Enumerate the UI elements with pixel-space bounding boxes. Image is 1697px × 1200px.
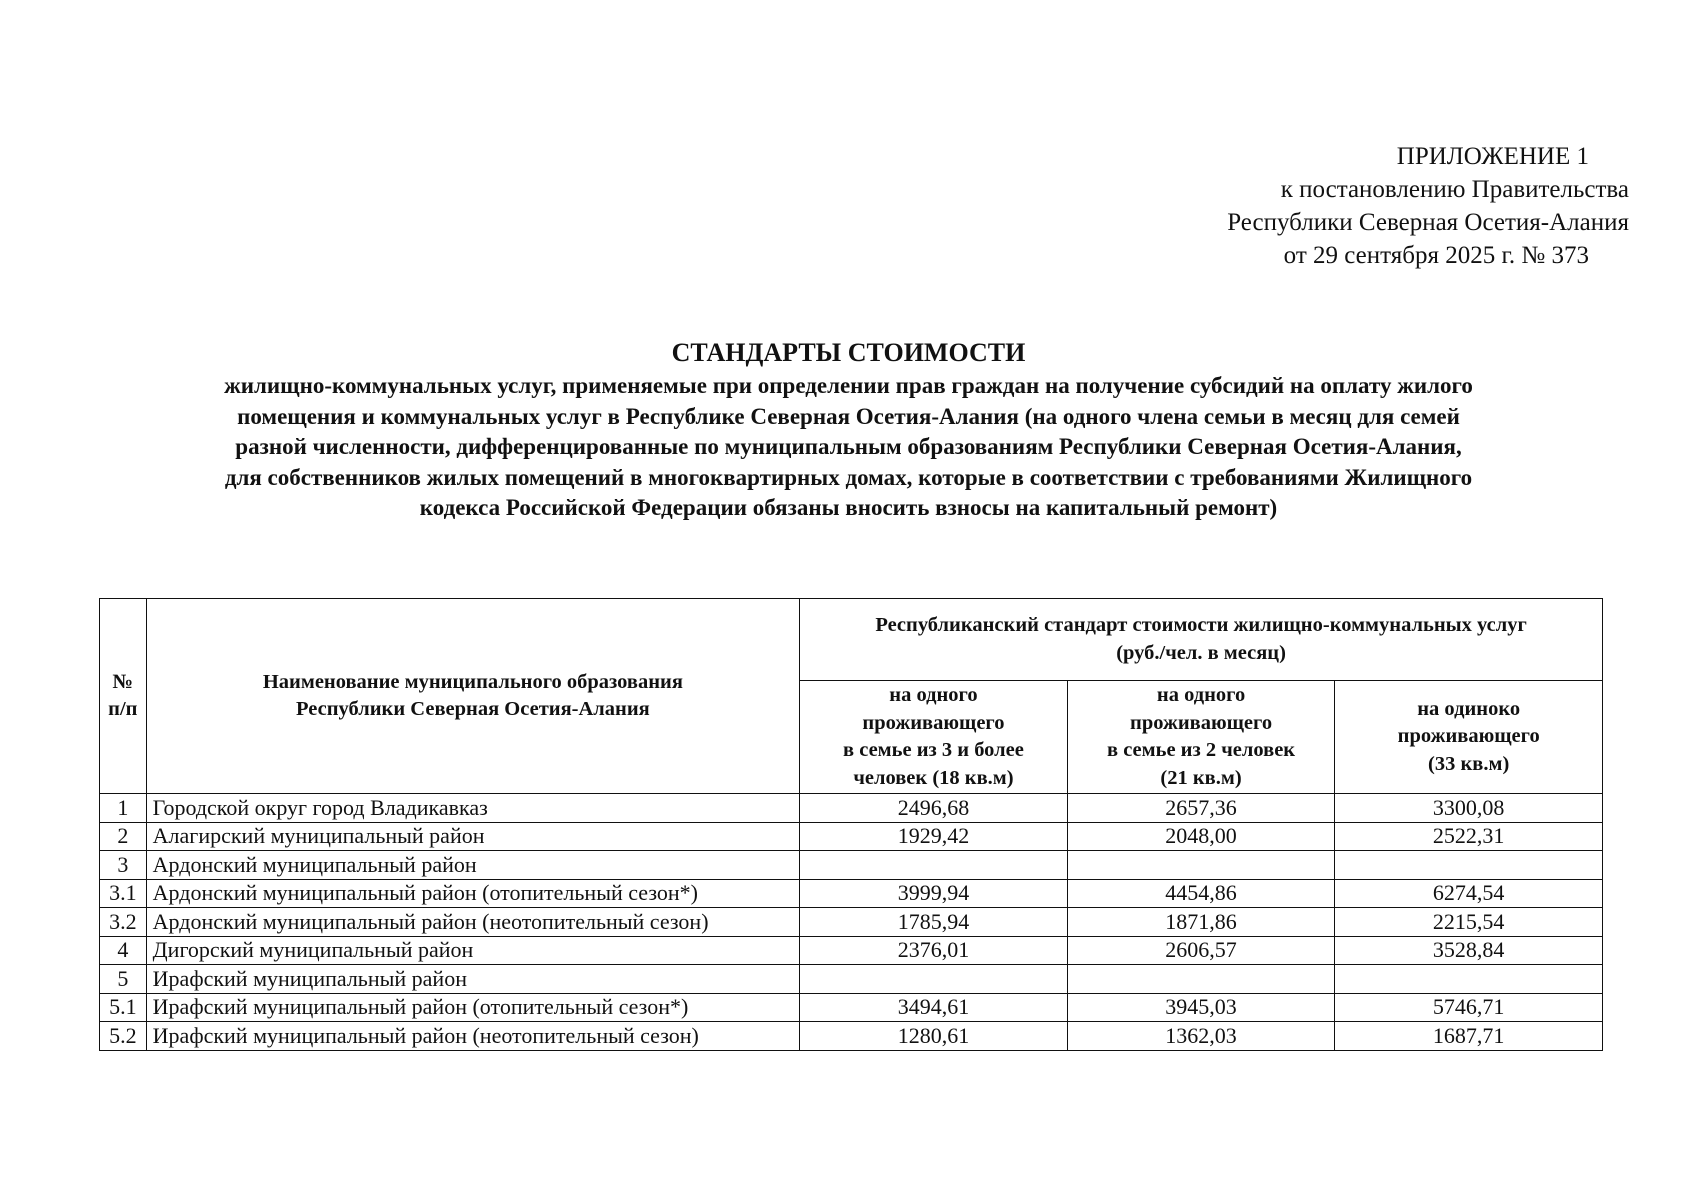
table-row <box>100 1022 1603 1051</box>
subtitle-line: для собственников жилых помещений в многоквартирных домах, которые в соответствии с требованиями Жилищного <box>224 464 1473 490</box>
value-family-3-plus: 1785,94 <box>800 908 1068 937</box>
row-number: 5 <box>100 965 147 994</box>
row-number: 5.1 <box>100 993 147 1022</box>
row-number: 2 <box>100 822 147 851</box>
subtitle-line: разной численности, дифференцированные по муниципальным образованиям Республики Северная Осетия-Алания, <box>235 434 1462 459</box>
value-family-2: 3945,03 <box>1067 993 1335 1022</box>
row-number: 1 <box>100 794 147 823</box>
value-single <box>1335 965 1603 994</box>
header-standard-group: Республиканский стандарт стоимости жилищно-коммунальных услуг (руб./чел. в месяц) <box>800 599 1603 681</box>
value-family-3-plus: 2376,01 <box>800 936 1068 965</box>
municipality-name: Ардонский муниципальный район (отопительный сезон*) <box>146 879 799 908</box>
appendix-title: ПРИЛОЖЕНИЕ 1 <box>1396 143 1589 170</box>
municipality-name: Ирафский муниципальный район (отопительный сезон*) <box>146 993 799 1022</box>
subtitle-line: помещения и коммунальных услуг в Республике Северная Осетия-Алания (на одного члена семьи в месяц для семей <box>237 403 1460 429</box>
row-number: 3.1 <box>100 879 147 908</box>
municipality-name: Алагирский муниципальный район <box>146 822 799 851</box>
value-family-3-plus: 3999,94 <box>800 879 1068 908</box>
value-single: 3300,08 <box>1335 794 1603 823</box>
header-family-3-plus: на одного проживающего в семье из 3 и более человек (18 кв.м) <box>800 681 1068 794</box>
row-number: 3 <box>100 851 147 880</box>
table-row <box>100 908 1603 937</box>
appendix-government: Республики Северная Осетия-Алания <box>1227 209 1629 236</box>
value-family-2 <box>1067 965 1335 994</box>
value-family-3-plus: 3494,61 <box>800 993 1068 1022</box>
table-row <box>100 879 1603 908</box>
table-row <box>100 851 1603 880</box>
row-number: 5.2 <box>100 1022 147 1051</box>
value-single: 6274,54 <box>1335 879 1603 908</box>
municipality-name: Городской округ город Владикавказ <box>146 794 799 823</box>
header-number: № п/п <box>100 599 147 794</box>
row-number: 4 <box>100 936 147 965</box>
municipality-name: Ардонский муниципальный район (неотопительный сезон) <box>146 908 799 937</box>
value-single: 1687,71 <box>1335 1022 1603 1051</box>
value-family-3-plus: 1280,61 <box>800 1022 1068 1051</box>
subtitle-line: жилищно-коммунальных услуг, применяемые при определении прав граждан на получение субсидий на оплату жилого <box>224 373 1473 398</box>
appendix-reference: к постановлению Правительства <box>1280 176 1629 203</box>
municipality-name: Ирафский муниципальный район <box>146 965 799 994</box>
document-title: СТАНДАРТЫ СТОИМОСТИ <box>671 338 1026 367</box>
municipality-name: Ирафский муниципальный район (неотопительный сезон) <box>146 1022 799 1051</box>
table-row <box>100 993 1603 1022</box>
municipality-name: Дигорский муниципальный район <box>146 936 799 965</box>
municipality-name: Ардонский муниципальный район <box>146 851 799 880</box>
value-family-2: 2657,36 <box>1067 794 1335 823</box>
value-family-3-plus <box>800 851 1068 880</box>
value-family-3-plus: 2496,68 <box>800 794 1068 823</box>
value-family-2: 4454,86 <box>1067 879 1335 908</box>
table-row <box>100 936 1603 965</box>
value-single: 3528,84 <box>1335 936 1603 965</box>
value-family-2: 1362,03 <box>1067 1022 1335 1051</box>
subtitle-line: кодекса Российской Федерации обязаны вносить взносы на капитальный ремонт) <box>419 495 1278 520</box>
row-number: 3.2 <box>100 908 147 937</box>
document-subtitle <box>62 371 1635 524</box>
standards-table <box>99 598 1603 1051</box>
appendix-date: от 29 сентября 2025 г. № 373 <box>1283 242 1589 269</box>
header-family-2: на одного проживающего в семье из 2 человек (21 кв.м) <box>1067 681 1335 794</box>
header-single: на одиноко проживающего (33 кв.м) <box>1335 681 1603 794</box>
value-single: 2215,54 <box>1335 908 1603 937</box>
appendix-block <box>1109 140 1629 272</box>
value-single: 2522,31 <box>1335 822 1603 851</box>
value-single: 5746,71 <box>1335 993 1603 1022</box>
header-municipality: Наименование муниципального образования Республики Северная Осетия-Алания <box>146 599 799 794</box>
value-single <box>1335 851 1603 880</box>
table-row <box>100 794 1603 823</box>
value-family-2: 2048,00 <box>1067 822 1335 851</box>
value-family-2: 1871,86 <box>1067 908 1335 937</box>
value-family-3-plus <box>800 965 1068 994</box>
value-family-3-plus: 1929,42 <box>800 822 1068 851</box>
value-family-2: 2606,57 <box>1067 936 1335 965</box>
value-family-2 <box>1067 851 1335 880</box>
table-row <box>100 822 1603 851</box>
table-row <box>100 965 1603 994</box>
